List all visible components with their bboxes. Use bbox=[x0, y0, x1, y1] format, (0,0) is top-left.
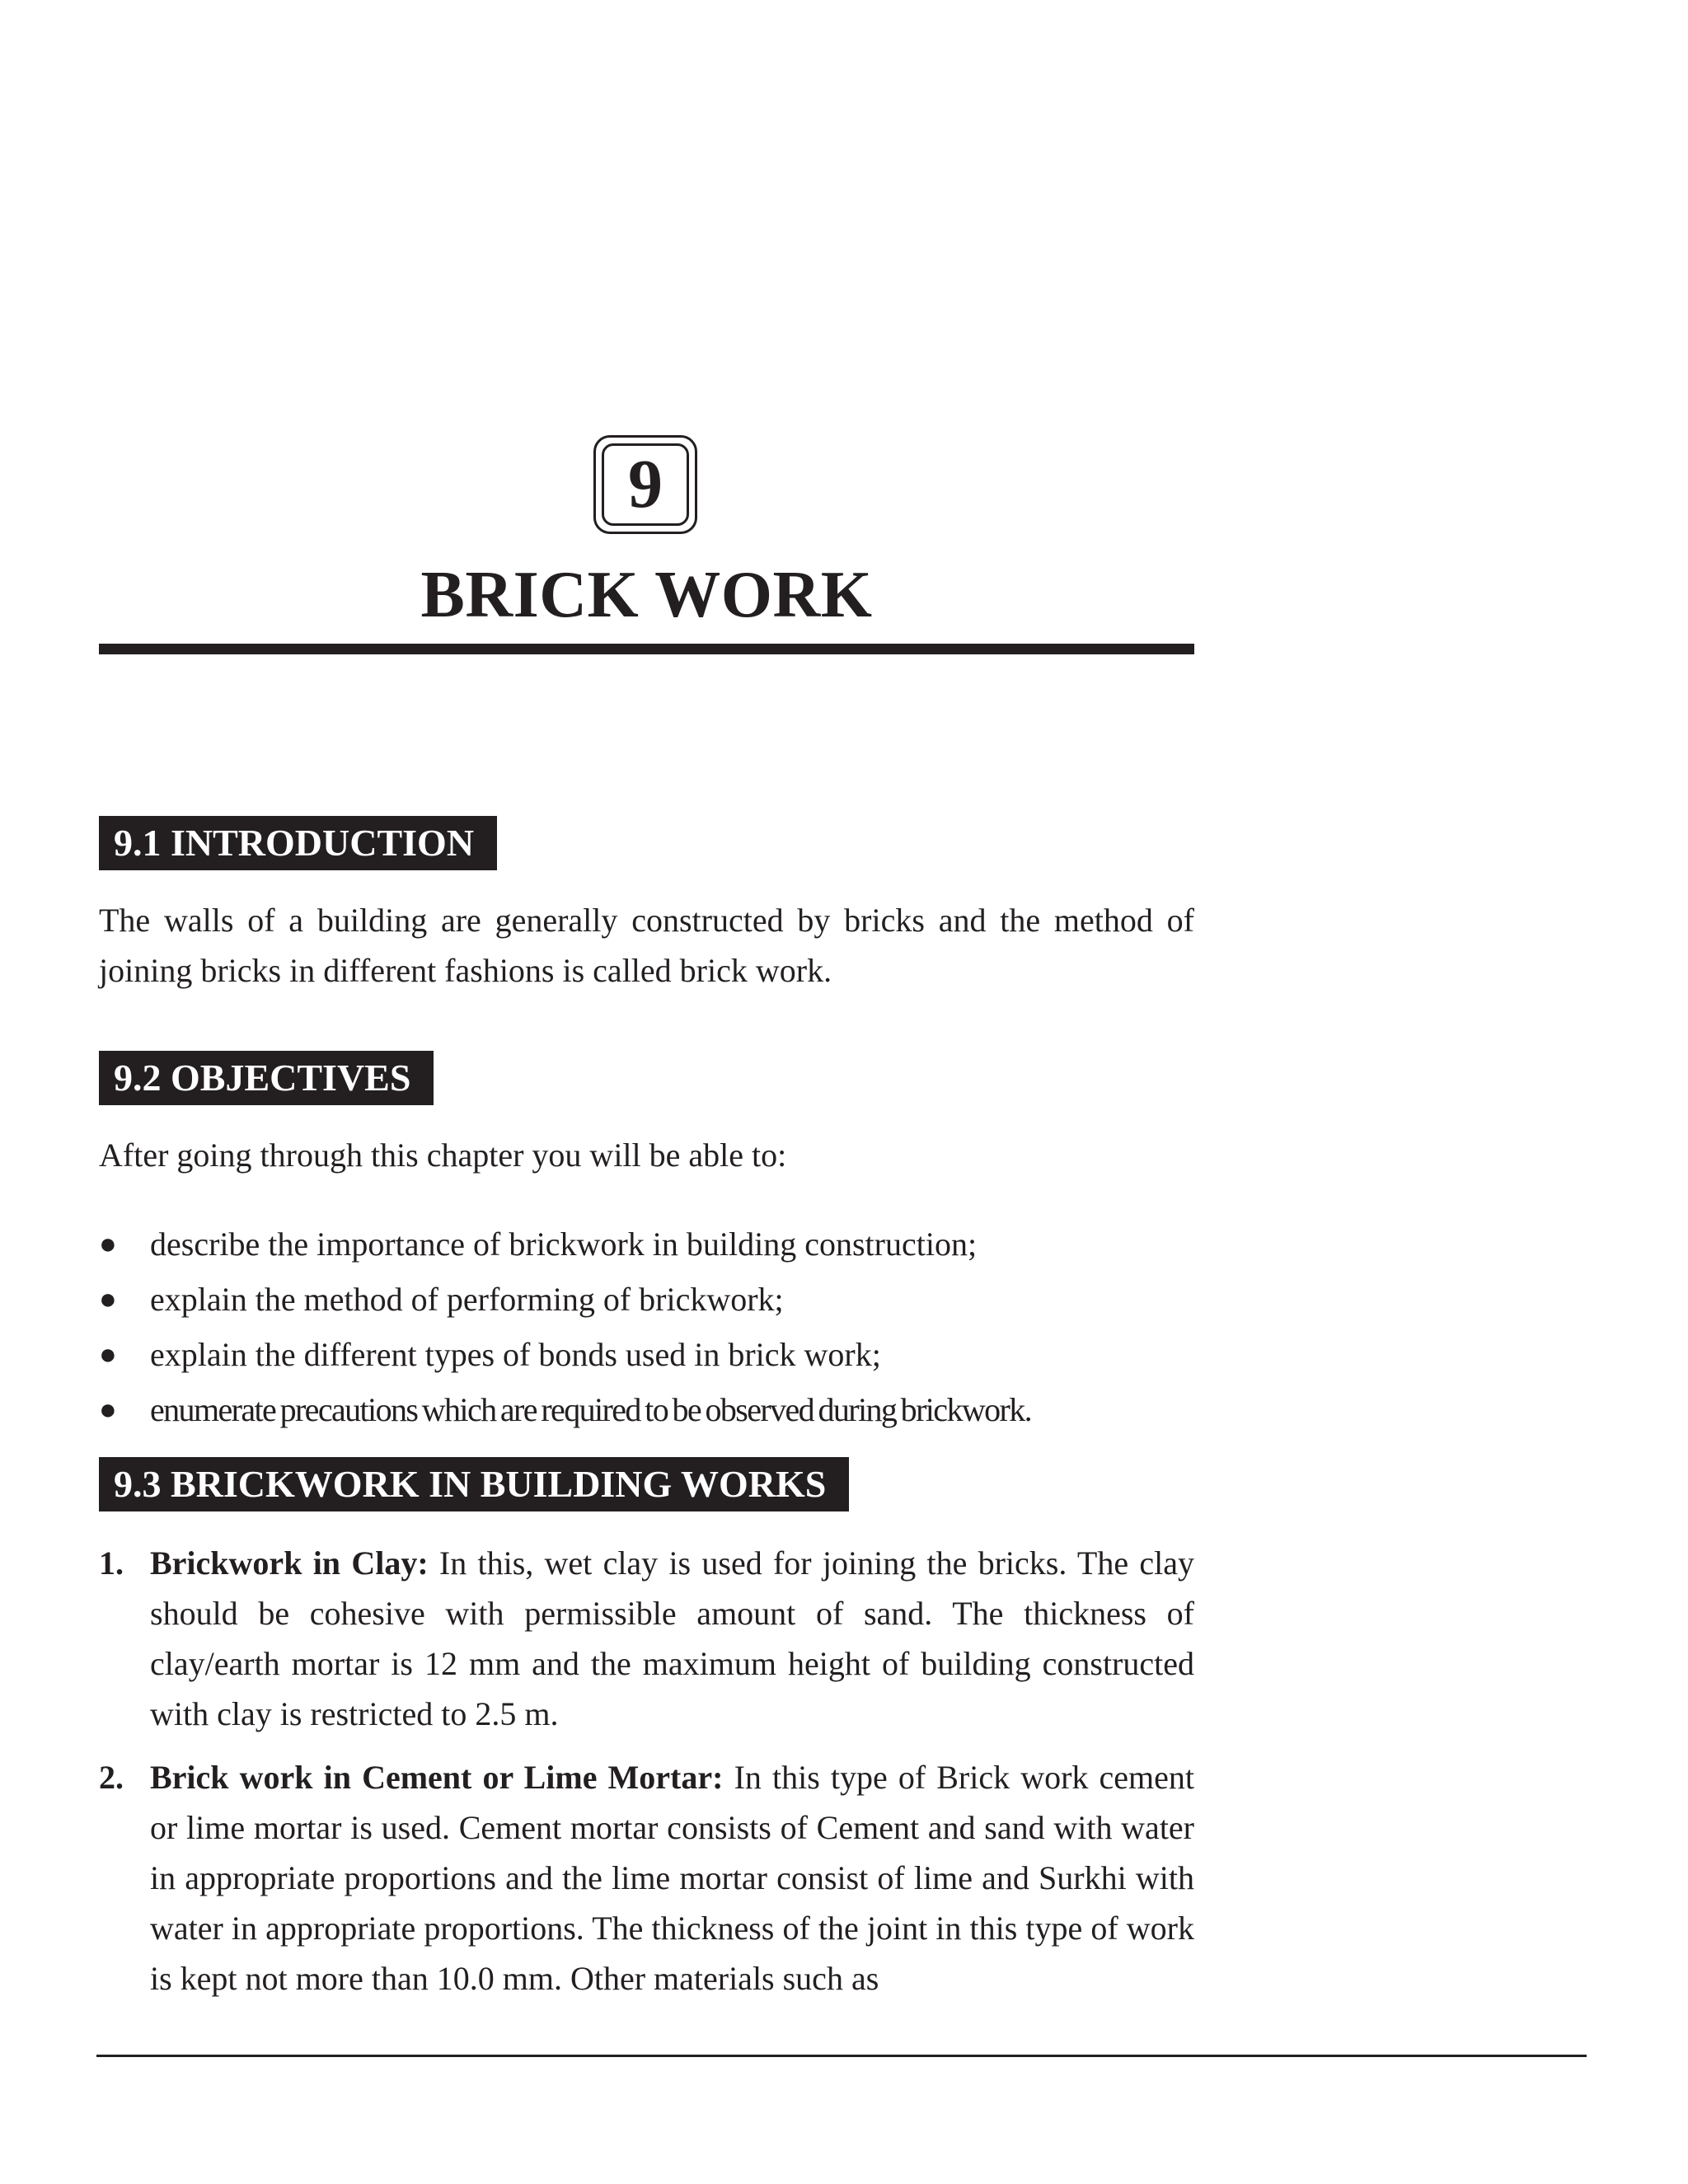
numbered-item bbox=[99, 1538, 1194, 1739]
list-item: ● enumerate precautions which are required to be observed during brickwork. bbox=[99, 1382, 1194, 1437]
title-rule bbox=[99, 644, 1194, 654]
footer-rule bbox=[96, 2055, 1587, 2057]
item-title: Brick work in Cement or Lime Mortar: bbox=[150, 1759, 734, 1796]
numbered-item bbox=[99, 1752, 1194, 2004]
brickwork-list-continued bbox=[99, 1752, 1194, 2004]
chapter-number-box bbox=[593, 435, 697, 534]
objectives-list bbox=[99, 1216, 1194, 1437]
section-heading-objectives: 9.2 OBJECTIVES bbox=[99, 1051, 434, 1105]
bullet-icon: ● bbox=[99, 1338, 117, 1371]
list-item: ● describe the importance of brickwork in building construction; bbox=[99, 1216, 1194, 1272]
objectives-lead: After going through this chapter you will be able to: bbox=[99, 1137, 787, 1174]
chapter-number: 9 bbox=[602, 443, 689, 526]
item-text: In this, wet clay is used for joining the bricks. The clay should be cohesive with permissible amount of sand. The thickness of clay/earth mortar is 12 mm and the maximum height of building constructed with clay is restricted to 2.5 m. bbox=[150, 1544, 1194, 1732]
brickwork-list bbox=[99, 1538, 1194, 1739]
item-title: Brickwork in Clay: bbox=[150, 1544, 439, 1582]
introduction-paragraph: The walls of a building are generally constructed by bricks and the method of joining bricks in different fashions is called brick work. bbox=[99, 902, 1194, 989]
item-number: 1. bbox=[99, 1544, 124, 1582]
list-item: ● explain the method of performing of brickwork; bbox=[99, 1272, 1194, 1327]
bullet-icon: ● bbox=[99, 1227, 117, 1260]
bullet-icon: ● bbox=[99, 1282, 117, 1315]
section-heading-introduction: 9.1 INTRODUCTION bbox=[99, 816, 497, 870]
bullet-icon: ● bbox=[99, 1393, 117, 1426]
chapter-title: BRICK WORK bbox=[420, 559, 873, 631]
section-heading-brickwork: 9.3 BRICKWORK IN BUILDING WORKS bbox=[99, 1457, 849, 1511]
item-text: In this type of Brick work cement or lime mortar is used. Cement mortar consists of Cement and sand with water in appropriate proportions and the lime mortar consist of lime and Surkhi with water in appropriate proportions. The thickness of the joint in this type of work is kept not more than 10.0 mm. Other materials such as bbox=[150, 1759, 1195, 1997]
list-item: ● explain the different types of bonds used in brick work; bbox=[99, 1327, 1194, 1382]
item-number: 2. bbox=[99, 1759, 124, 1796]
